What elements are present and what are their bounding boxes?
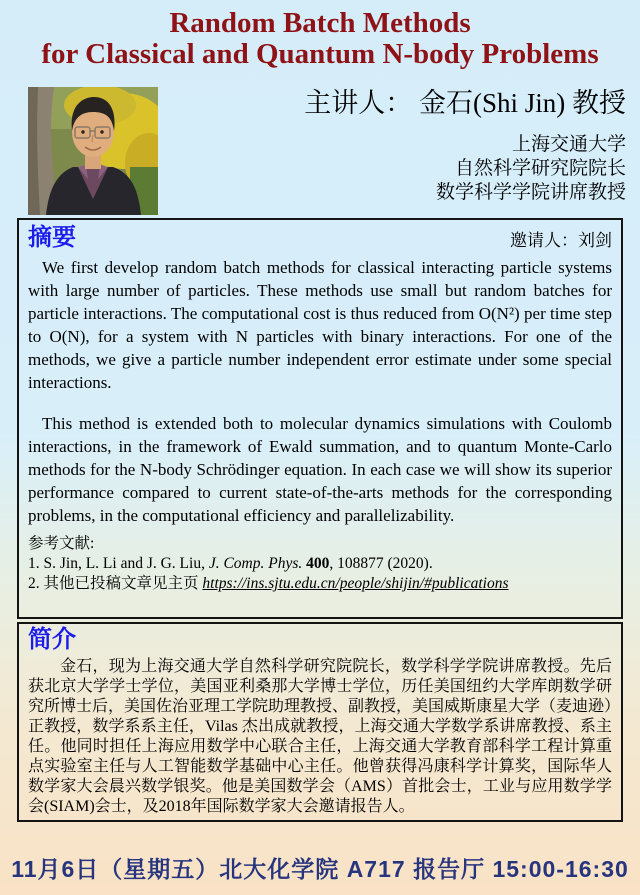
bio-box [17, 622, 623, 822]
references-heading: 参考文献: [28, 535, 95, 552]
speaker-section [0, 87, 640, 215]
speaker-affiliations [166, 133, 626, 205]
abstract-paragraph-1: We first develop random batch methods for classical interacting particle systems with large number of particles. These methods use small but random batches for particle interactions. The computational cost is thus reduced from O(N²) per time step to O(N), for a system with N particles with binary interactions. For one of the methods, we give a particle number independent error estimate under some special interactions. [28, 258, 612, 392]
page-title [0, 0, 640, 70]
abstract-box [17, 218, 623, 619]
affiliation-professorship: 数学科学学院讲席教授 [435, 182, 626, 203]
publications-link[interactable]: https://ins.sjtu.edu.cn/people/shijin/#publications [202, 575, 509, 592]
speaker-name: 主讲人： 金石(Shi Jin) 教授 [304, 88, 626, 118]
inviter-label: 邀请人：刘剑 [510, 231, 612, 250]
eye [81, 130, 84, 133]
affiliation-institute: 自然科学研究院院长 [454, 158, 626, 179]
affiliation-university: 上海交通大学 [511, 134, 626, 155]
references [28, 534, 612, 594]
abstract-heading: 摘要 [28, 225, 76, 251]
abstract-header [28, 222, 612, 252]
eye [100, 130, 103, 133]
abstract-paragraph-2: This method is extended both to molecular dynamics simulations with Coulomb interactions, in the framework of Ewald summation, and to quantum Monte-Carlo methods for the N-body Schrödinger equation. In each case we will show its superior performance compared to current state-of-the-arts methods for the corresponding problems, in the computational efficiency and parallelizability. [28, 414, 612, 525]
reference-1: 1. S. Jin, L. Li and J. G. Liu, J. Comp. Phys. 400, 108877 (2020). [28, 555, 433, 572]
title-line-2: for Classical and Quantum N-body Problems [41, 38, 599, 70]
title-line-1: Random Batch Methods [169, 7, 471, 39]
speaker-photo [28, 87, 158, 215]
bio-heading: 简介 [28, 627, 76, 653]
journal-name: J. Comp. Phys. [208, 555, 303, 572]
bio-text: 金石，现为上海交通大学自然科学研究院院长，数学科学学院讲席教授。先后获北京大学学士学位，美国亚利桑那大学博士学位，历任美国纽约大学库朗数学研究所博士后，美国佐治亚理工学院助理教授、副教授，美国威斯康星大学（麦迪逊）正教授，数学系系主任，Vilas 杰出成就教授，上海交通大学数学系讲席教授、系主任。他同时担任上海应用数学中心联合主任，上海交通大学教育部科学工程计算重点实验室主任与人工智能数学基础中心主任。他曾获得冯康科学计算奖，国际华人数学家大会晨兴数学银奖。他是美国数学会（AMS）首批会士，工业与应用数学学会(SIAM)会士，及2018年国际数学家大会邀请报告人。 [28, 658, 613, 815]
schedule-line: 11月6日（星期五）北大化学院 A717 报告厅 15:00-16:30 [11, 856, 629, 882]
journal-volume: 400 [306, 555, 330, 572]
reference-2: 2. 其他已投稿文章见主页 https://ins.sjtu.edu.cn/people/shijin/#publications [28, 575, 509, 592]
